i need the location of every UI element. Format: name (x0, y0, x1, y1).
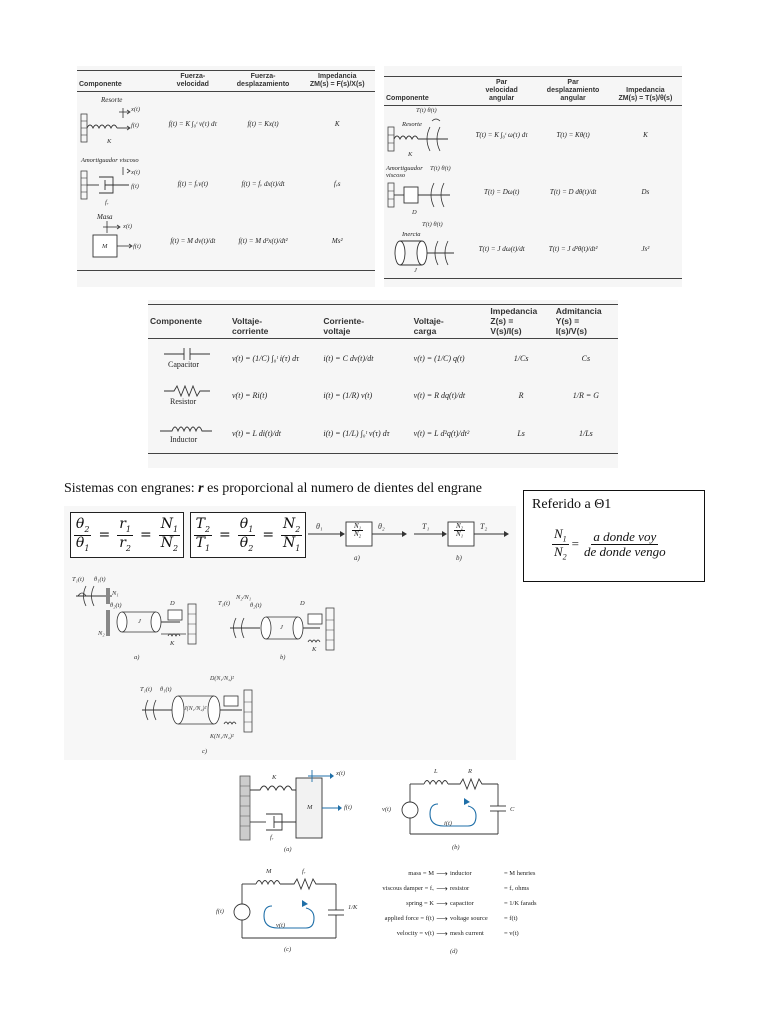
mapping-left: applied force = f(t) (384, 915, 434, 922)
elec-ind-iv: i(t) = (1/L) ∫₀ᵗ v(τ) dτ (323, 429, 390, 439)
rot-table-panel (384, 66, 682, 287)
mapping-mid: capacitor (450, 900, 474, 907)
mech-spring-z: K (334, 119, 340, 128)
component-name: Resorte (101, 95, 123, 104)
component-name: Inductor (170, 435, 198, 445)
rot-row-spring-diagram: T(t) θ(t) Resorte K (384, 106, 466, 164)
gear-ratio-box-2: $\frac{T_2}{T_1}$ = $\frac{\theta_1}{\theta_2}$ = $\frac{N_2}{N_1}$ (190, 512, 306, 558)
gear-heading: Sistemas con engranes: r es proporcional al numero de dientes del engrane (64, 481, 482, 496)
gear-block-diagram-a: θ₁ θ₂ $\frac{\text{N₁}}{\text{N₂}}$ a) (306, 514, 410, 566)
mapping-left: mass = M (408, 870, 434, 877)
elec-cap-iv: i(t) = C dv(t)/dt (323, 353, 374, 363)
elec-res-z: R (518, 391, 524, 401)
mech-damper-fv: f(t) = fᵥv(t) (177, 179, 209, 188)
mech-spring-fd: f(t) = Kx(t) (247, 119, 279, 128)
mech-damper-fd: f(t) = fᵥ dx(t)/dt (241, 179, 285, 188)
mech-row-spring-diagram: Resorte x(t) f(t) K (77, 92, 159, 156)
mech-damper-z: fᵥs (333, 179, 341, 188)
mapping-left: viscous damper = fᵥ (382, 885, 434, 892)
analogy-mapping: mass = M ⟶ inductor = M henries viscous damper = fᵥ ⟶ resistor = fᵥ ohms spring = K ⟶ capacitor = 1/K farads applied force = f(t) ⟶ voltage source = f(t) velocity = v(t) ⟶ mesh current = v(t) (d) (370, 866, 556, 958)
elec-col-header: Corriente- voltaje (321, 305, 411, 339)
mech-spring-fv: f(t) = K ∫₀ᵗ v(τ) dτ (168, 119, 218, 128)
elec-ind-vi: v(t) = L di(t)/dt (232, 429, 282, 439)
rotational-damper-icon (386, 177, 458, 217)
mech-mass-z: Ms² (331, 236, 343, 245)
elec-col-header: Voltaje- corriente (230, 305, 321, 339)
component-name: Inercia (402, 230, 421, 238)
referido-box (523, 490, 705, 582)
component-name: Resistor (170, 397, 197, 407)
elec-cap-vq: v(t) = (1/C) q(t) (413, 353, 465, 363)
mech-col-header: Impedancia ZM(s) = F(s)/X(s) (299, 71, 375, 92)
mech-col-header: Fuerza- velocidad (159, 71, 227, 92)
mapping-row (370, 896, 556, 911)
mapping-right: = v(t) (504, 930, 519, 937)
arrow-right-icon: ⟶ (436, 869, 448, 878)
elec-res-y: 1/R = G (572, 391, 600, 401)
gear-train-diagram-b: T₁(t) N₂/N₁ θ₂(t) J D K b) (216, 590, 356, 666)
mapping-mid: mesh current (450, 930, 484, 937)
arrow-right-icon: ⟶ (436, 899, 448, 908)
rot-spring-z: K (643, 130, 648, 139)
mapping-right: = fᵥ ohms (504, 885, 530, 892)
elec-table-panel (148, 300, 618, 468)
analogy-mesh-svg (232, 866, 362, 956)
rot-col-header: Componente (384, 77, 466, 106)
elec-col-header: Voltaje- carga (412, 305, 489, 339)
elec-res-vi: v(t) = Ri(t) (232, 391, 268, 401)
resistor-icon (164, 385, 214, 397)
gear-ratio-box-1: $\frac{\theta_2}{\theta_1}$ = $\frac{r_1}{r_2}$ = $\frac{N_1}{N_2}$ (70, 512, 184, 558)
component-name: Resorte (402, 120, 422, 128)
gear-train-c-svg (140, 672, 280, 758)
mech-row-damper-diagram: Amortiguador viscoso x(t) f(t) fᵥ (77, 156, 159, 212)
rot-col-header: Impedancia ZM(s) = T(s)/θ(s) (609, 77, 682, 106)
mapping-right: = f(t) (504, 915, 518, 922)
damper-icon (79, 165, 139, 209)
elec-row-inductor (148, 415, 230, 453)
elec-ind-vq: v(t) = L d²q(t)/dt² (413, 429, 470, 439)
analogy-mech-svg (236, 768, 366, 854)
spring-icon (79, 104, 149, 154)
elec-res-vq: v(t) = R dq(t)/dt (413, 391, 466, 401)
mapping-row (370, 881, 556, 896)
mapping-right: = M henries (504, 870, 536, 877)
analogy-rlc-circuit: L R v(t) i(t) C (b) (394, 766, 520, 854)
arrow-right-icon: ⟶ (436, 884, 448, 893)
arrow-right-icon: ⟶ (436, 914, 448, 923)
mech-table (77, 71, 375, 270)
elec-cap-z: 1/Cs (513, 353, 529, 363)
elec-col-header: Componente (148, 305, 230, 339)
mapping-row (370, 911, 556, 926)
elec-table (148, 305, 618, 453)
arrow-right-icon: ⟶ (436, 929, 448, 938)
elec-row-resistor (148, 377, 230, 415)
mapping-right: = 1/K farads (504, 900, 537, 907)
mapping-mid: inductor (450, 870, 472, 877)
mech-mass-fd: f(t) = M d²x(t)/dt² (238, 236, 288, 245)
rot-col-header: Par velocidad angular (466, 77, 537, 106)
rot-damper-z: Ds (641, 187, 650, 196)
analogy-mesh-circuit: M fᵥ f(t) v(t) 1/K (c) (232, 866, 362, 956)
rot-table (384, 77, 682, 278)
rot-inertia-tv: T(t) = J dω(t)/dt (478, 244, 525, 253)
mech-table-panel (77, 66, 375, 287)
rot-inertia-z: Js² (641, 244, 650, 253)
referido-formula: $\frac{N_1}{N_2}$ = $\frac{\text{a donde voy}}{\text{de donde vengo}}$ (554, 526, 666, 562)
elec-row-capacitor (148, 339, 230, 377)
rot-inertia-td: T(t) = J d²θ(t)/dt² (548, 244, 598, 253)
elec-cap-vi: v(t) = (1/C) ∫₀ᵗ i(τ) dτ (232, 353, 299, 363)
mech-col-header: Fuerza- desplazamiento (227, 71, 300, 92)
component-name: Capacitor (168, 359, 200, 369)
elec-col-header: Admitancia Y(s) = I(s)/V(s) (554, 305, 618, 339)
rot-row-damper-diagram: Amortiguador viscoso T(t) θ(t) D (384, 164, 466, 220)
rot-damper-td: T(t) = D dθ(t)/dt (549, 187, 597, 196)
mech-mass-fv: f(t) = M dv(t)/dt (170, 236, 216, 245)
elec-cap-y: Cs (581, 353, 591, 363)
elec-ind-y: 1/Ls (579, 429, 593, 439)
gear-block-diagram-b: T₁ T₂ $\frac{\text{N₂}}{\text{N₁}}$ b) (412, 514, 512, 566)
rot-spring-tv: T(t) = K ∫₀ᵗ ω(τ) dτ (475, 130, 528, 139)
component-name: Amortiguador viscoso (386, 164, 423, 179)
elec-col-header: Impedancia Z(s) = V(s)/I(s) (488, 305, 553, 339)
referido-title: Referido a Θ1 (532, 497, 612, 512)
gear-train-diagram-c: T₁(t) θ₁(t) J(N₁/N₂)² D(N₁/N₂)² K(N₁/N₂)² c) (140, 672, 280, 758)
gear-train-diagram-a: T₁(t) θ₁(t) N₁ θ₂(t) N₂ J D K a) (72, 574, 212, 664)
mech-col-header: Componente (77, 71, 159, 92)
elec-res-iv: i(t) = (1/R) v(t) (323, 391, 373, 401)
mapping-left: velocity = v(t) (396, 930, 434, 937)
mapping-row (370, 926, 556, 941)
analogy-mech-system: K x(t) M f(t) fᵥ (a) (236, 768, 366, 854)
gear-train-a-svg (72, 574, 212, 664)
rotational-spring-icon (386, 113, 460, 157)
elec-ind-z: Ls (517, 429, 525, 439)
mapping-row (370, 866, 556, 881)
rot-damper-tv: T(t) = Dω(t) (483, 187, 520, 196)
inertia-icon (386, 235, 460, 275)
gear-train-b-svg (216, 590, 356, 666)
mapping-rows (370, 866, 556, 941)
mech-row-mass-diagram: Masa x(t) f(t) M (77, 212, 159, 270)
analogy-rlc-svg (394, 766, 520, 854)
component-name: Masa (97, 212, 113, 221)
mapping-mid: voltage source (450, 915, 488, 922)
mapping-mid: resistor (450, 885, 470, 892)
inductor-icon (160, 423, 216, 435)
capacitor-icon (164, 348, 214, 360)
rot-spring-td: T(t) = Kθ(t) (556, 130, 590, 139)
mapping-left: spring = K (406, 900, 434, 907)
rot-col-header: Par desplazamiento angular (537, 77, 609, 106)
rot-row-inertia-diagram: T(t) θ(t) Inercia J (384, 220, 466, 278)
component-name: Amortiguador viscoso (81, 156, 139, 164)
